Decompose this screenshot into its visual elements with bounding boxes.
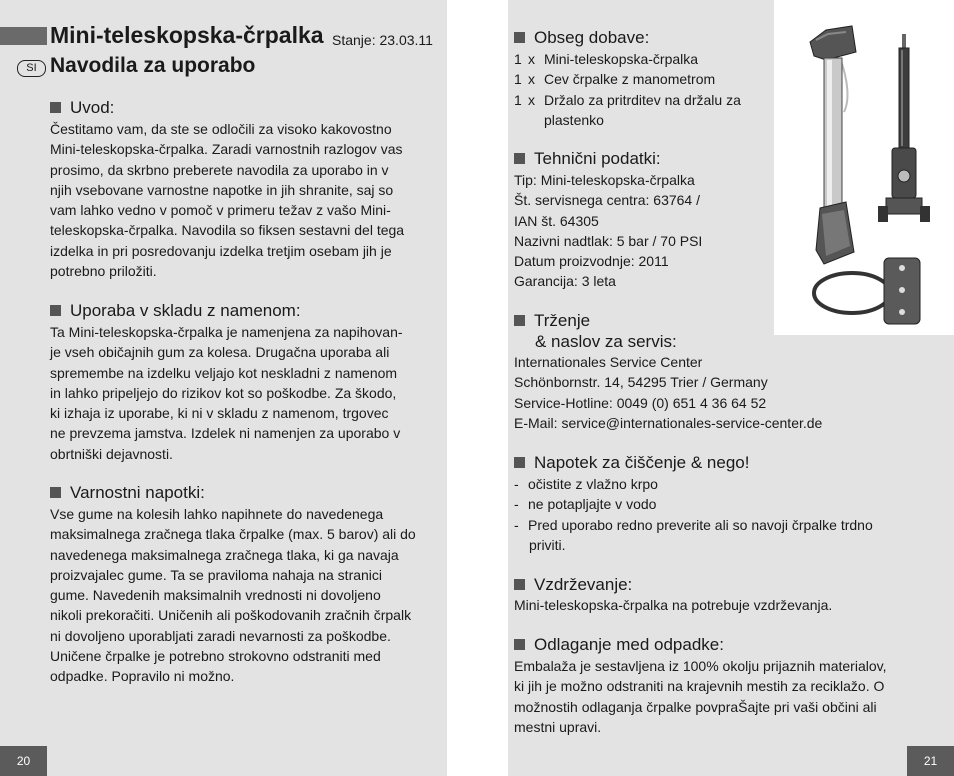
x-mark: x (528, 71, 535, 88)
text-line: možnostih odlaganja črpalke povpraŠajte pri vaši občini ali (514, 698, 877, 715)
section-heading-cleaning (514, 453, 749, 473)
text-line: gume. Navedenih maksimalnih vrednosti ni dovoljeno (50, 587, 381, 604)
list-item (514, 90, 741, 110)
heading-text: Tehnični podatki: (534, 149, 661, 168)
item-text: Mini-teleskopska-črpalka (544, 51, 699, 67)
date-stamp: Stanje: 23.03.11 (332, 32, 433, 48)
text-line: Embalaža je sestavljena iz 100% okolju prijaznih materialov, (514, 658, 887, 674)
pump-illustration (774, 0, 954, 335)
section-body-intro (50, 119, 404, 281)
text-line: Schönbornstr. 14, 54295 Trier / Germany (514, 374, 768, 391)
section-body-technical (514, 170, 702, 292)
bullet-square-icon (50, 305, 61, 316)
text-line: Tip: Mini-teleskopska-črpalka (514, 172, 695, 188)
section-heading-intended-use (50, 301, 301, 321)
cleaning-list (514, 474, 873, 555)
text-line: Internationales Service Center (514, 354, 703, 370)
section-body-intended-use (50, 322, 403, 464)
heading-text: Varnostni napotki: (70, 483, 205, 502)
text-line: Št. servisnega centra: 63764 / (514, 192, 700, 209)
bullet-square-icon (50, 102, 61, 113)
heading-text: Uporaba v skladu z namenom: (70, 301, 301, 320)
heading-text: Odlaganje med odpadke: (534, 635, 724, 654)
section-heading-intro (50, 98, 114, 118)
section-heading-disposal (514, 635, 724, 655)
text-line: ne prevzema jamstva. Izdelek ni namenjen za uporabo v (50, 425, 401, 442)
list-item (514, 49, 741, 69)
section-heading-scope (514, 28, 649, 48)
text-line: obrtniški dejavnosti. (50, 445, 173, 462)
dash-marker: - (514, 496, 519, 513)
bullet-square-icon (514, 457, 525, 468)
item-text: Pred uporabo redno preverite ali so navoji črpalke trdno (528, 516, 873, 533)
dash-marker: - (514, 476, 519, 492)
text-line: Garancija: 3 leta (514, 273, 616, 290)
text-line: ni dovoljeno uporabljati zaradi nevarnosti za poškodbe. (50, 627, 391, 644)
x-mark: x (528, 51, 535, 67)
text-line: potrebno priložiti. (50, 263, 157, 280)
text-line: izdelka in pri posredovanju izdelka tretjim osebam jih je (50, 242, 392, 259)
text-line: Service-Hotline: 0049 (0) 651 4 36 64 52 (514, 394, 767, 411)
text-line: Ta Mini-teleskopska-črpalka je namenjena za napihovan- (50, 324, 403, 340)
scope-list (514, 49, 741, 130)
qty: 1 (514, 51, 522, 67)
text-line: odpadke. Popravilo ni možno. (50, 668, 235, 685)
item-text: Cev črpalke z manometrom (544, 71, 716, 88)
left-page (0, 0, 447, 776)
section-heading-service-line2: & naslov za servis: (535, 332, 677, 351)
section-heading-service (514, 311, 590, 331)
text-line: mestni upravi. (514, 718, 602, 735)
text-line: nikoli prekoračiti. Uničenih ali poškodovanih zračnih črpalk (50, 607, 412, 624)
language-badge: SI (17, 60, 46, 77)
page-number: 21 (907, 746, 954, 776)
list-item (514, 515, 873, 535)
title-tab-bar (0, 27, 47, 45)
text-line: Mini-teleskopska-črpalka. Zaradi varnostnih razlogov vas (50, 141, 403, 158)
bullet-square-icon (514, 579, 525, 590)
item-text: Držalo za pritrditev na držalu za (544, 91, 741, 108)
section-body-disposal (514, 656, 886, 737)
heading-text: Uvod: (70, 98, 115, 117)
text-line: proizvajalec gume. Ta se praviloma nahaja na stranici (50, 566, 383, 583)
telescopic-pump-icon (810, 26, 856, 264)
section-heading-maintenance (514, 575, 632, 595)
list-item (514, 69, 741, 89)
dash-marker: - (514, 516, 519, 533)
bottle-holder-bracket-icon (814, 258, 920, 324)
item-text-continued: priviti. (529, 536, 566, 553)
section-body-maintenance (514, 595, 832, 615)
item-text: ne potapljajte v vodo (528, 496, 657, 513)
bullet-square-icon (514, 315, 525, 326)
text-line: njih vsebovane varnostne napotke in jih shranite, saj so (50, 181, 394, 198)
text-line: IAN št. 64305 (514, 212, 599, 229)
section-heading-technical (514, 149, 661, 169)
text-line: prosimo, da skrbno preberete navodila za uporabo in v (50, 161, 389, 178)
list-item (514, 494, 873, 514)
section-heading-safety (50, 483, 205, 503)
item-text-continued: plastenko (544, 111, 604, 128)
text-line: ki jih je možno odstraniti na krajevnih mestih za reciklažo. O (514, 678, 885, 695)
qty: 1 (514, 71, 522, 88)
text-line: teleskopska-črpalka. Navodila so fiksen sestavni del tega (50, 222, 405, 239)
text-line: navedenega maksimalnega zračnega tlaka, ki ga navaja (50, 546, 399, 563)
heading-text: Vzdrževanje: (534, 575, 633, 594)
text-line: vam lahko vedno v pomoč v primeru težav z vašo Mini- (50, 202, 391, 219)
text-line: Datum proizvodnje: 2011 (514, 253, 669, 270)
heading-text: Obseg dobave: (534, 28, 650, 47)
text-line: Nazivni nadtlak: 5 bar / 70 PSI (514, 232, 703, 249)
page-number: 20 (0, 746, 47, 776)
text-line: Uničene črpalke je potrebno strokovno odstraniti med (50, 648, 381, 665)
heading-text: Trženje (534, 311, 591, 330)
pump-hose-icon (878, 34, 930, 222)
text-line: Vse gume na kolesih lahko napihnete do navedenega (50, 506, 384, 522)
text-line: Čestitamo vam, da ste se odločili za visoko kakovostno (50, 121, 392, 137)
product-illustration (774, 0, 954, 335)
text-line: maksimalnega zračnega tlaka črpalke (max. 5 barov) ali do (50, 526, 416, 543)
bullet-square-icon (50, 487, 61, 498)
section-body-service (514, 352, 822, 433)
text-line: in lahko pripeljejo do rizikov kot so poškodbe. Za škodo, (50, 384, 397, 401)
bullet-square-icon (514, 32, 525, 43)
bullet-square-icon (514, 153, 525, 164)
heading-text: Napotek za čiščenje & nego! (534, 453, 750, 472)
service-email: E-Mail: service@internationales-service-center.de (514, 414, 823, 431)
bullet-square-icon (514, 639, 525, 650)
section-body-safety (50, 504, 416, 687)
item-text: očistite z vlažno krpo (528, 476, 658, 492)
text-line: Mini-teleskopska-črpalka na potrebuje vzdrževanja. (514, 597, 833, 613)
list-item (514, 474, 873, 494)
page-subtitle: Navodila za uporabo (50, 54, 256, 77)
x-mark: x (528, 91, 535, 108)
text-line: je vseh običajnih gum za kolesa. Drugačna uporaba ali (50, 344, 390, 361)
page-title: Mini-teleskopska-črpalka (50, 22, 324, 48)
text-line: ki izhaja iz uporabe, ki ni v skladu z namenom, trgovec (50, 405, 389, 422)
text-line: spremembe na izdelku veljajo kot neskladni z namenom (50, 364, 398, 381)
qty: 1 (514, 91, 522, 108)
